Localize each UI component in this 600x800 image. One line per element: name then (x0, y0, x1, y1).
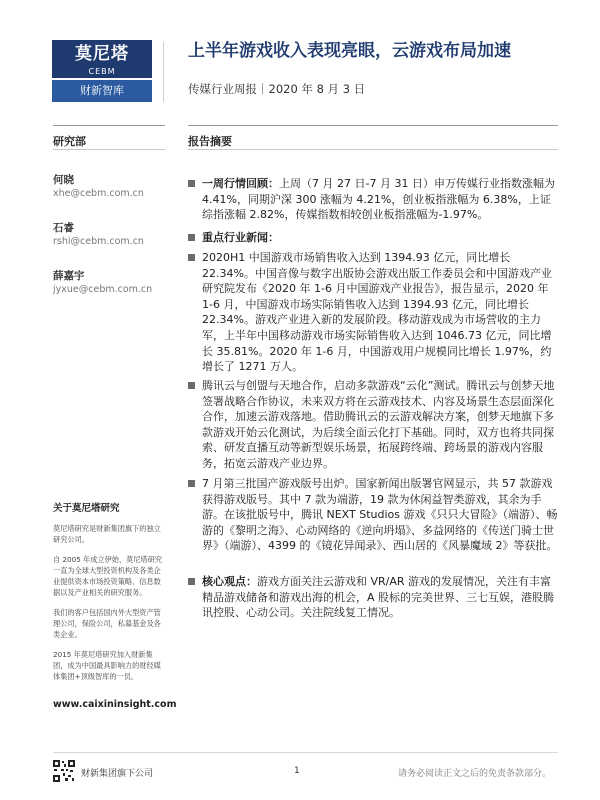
bullet-square-icon (188, 180, 195, 187)
bullet-text: 游戏方面关注云游戏和 VR/AR 游戏的发展情况，关注有丰富精品游戏储备和游戏出海的机会，A 股标的完美世界、三七互娱，港股腾讯控股、心动公司。关注院线复工情况。 (202, 575, 555, 620)
analyst-name: 石睿 (53, 222, 74, 234)
analyst-email[interactable]: xhe@cebm.com.cn (53, 188, 144, 199)
cebm-logo (52, 40, 152, 102)
bullet-text: 上周（7 月 27 日-7 月 31 日）申万传媒行业指数涨幅为 4.41%，同期沪深 300 涨幅为 4.21%，创业板指涨幅为 6.38%，上证综指涨幅 2.82%，传媒指数相较创业板指涨幅为-1.97%。 (202, 177, 555, 222)
logo-english-name: CEBM (88, 67, 116, 76)
research-dept-label: 研究部 (53, 135, 86, 148)
bullet-heading: 核心观点： (202, 575, 257, 588)
about-paragraph: 2015 年莫尼塔研究加入财新集团，成为中国最具影响力的财经媒体集团+顶级智库的一员。 (53, 650, 161, 681)
about-paragraph: 莫尼塔研究是财新集团旗下的独立研究公司。 (53, 524, 161, 544)
sidebar-label-rule (53, 149, 165, 150)
bullet-square-icon (188, 578, 195, 585)
bullet-square-icon (188, 234, 195, 241)
summary-bullet (188, 230, 558, 246)
summary-bullet (188, 476, 558, 554)
summary-bullet (188, 378, 558, 472)
about-paragraph: 自 2005 年成立伊始，莫尼塔研究一直为全球大型投资机构及各类企业提供资本市场投资策略、信息数据以及产业相关的研究服务。 (53, 555, 163, 597)
about-section (53, 500, 165, 691)
footer-rule (53, 752, 558, 753)
bullet-heading: 一周行情回顾： (202, 177, 279, 190)
bullet-text: 2020H1 中国游戏市场销售收入达到 1394.93 亿元，同比增长 22.34%。中国音像与数字出版协会游戏出版工作委员会和中国游戏产业研究院发布《2020 年 1-6 月中国游戏产业报告》，报告显示，2020 年 1-6 月，中国游戏市场实际销售收入达到 1394.93 亿元，同比增长 22.34%。游戏产业进入新的发展阶段。移动游戏成为市场营收的主力军，上半年中国移动游戏市场实际销售收入达到 1046.73 亿元，同比增长 35.81%。2020 年 1-6 月，中国游戏用户规模同比增长 1.97%，约增长了 1271 万人。 (202, 251, 552, 374)
about-paragraph: 我们的客户包括国内外大型资产管理公司，保险公司，私募基金及各类企业。 (53, 608, 161, 639)
analyst-name: 薛嘉宇 (53, 270, 85, 282)
page-number: 1 (294, 766, 300, 776)
bullet-square-icon (188, 254, 195, 261)
bullet-text: 腾讯云与创盟与天地合作，启动多款游戏“云化”测试。腾讯云与创梦天地签署战略合作协议，未来双方将在云游戏技术、内容及场景生态层面深化合作，加速云游戏落地。借助腾讯云的云游戏解决方案，创梦天地旗下多款游戏开始云化测试，为后续全面云化打下基础。同时，双方也将共同探索、研发直播互动等新型娱乐场景，拓展跨终端、跨场景的游戏内容服务，拓宽云游戏产业边界。 (202, 379, 555, 470)
analyst-name: 何晓 (53, 174, 74, 186)
report-subtitle: 传媒行业周报｜2020 年 8 月 3 日 (188, 82, 366, 96)
summary-bullet (188, 574, 558, 621)
analyst-email[interactable]: jyxue@cebm.com.cn (53, 284, 153, 295)
bullet-text: 7 月第三批国产游戏版号出炉。国家新闻出版署官网显示，共 57 款游戏获得游戏版号。其中 7 款为端游，19 款为休闲益智类游戏，其余为手游。在该批版号中，腾讯 NEXT Studios 游戏《只只大冒险》（端游）、畅游的《黎明之海》、心动网络的《逆向坍塌》、多益网络的《传送门骑士世界》（端游）、4399 的《镜花异闻录》、西山居的《风暴魔域 2》等获批。 (202, 477, 558, 553)
summary-label: 报告摘要 (188, 135, 232, 148)
logo-subtitle: 财新智库 (52, 80, 152, 102)
qr-code-icon (53, 760, 75, 782)
main-header-rule (188, 125, 558, 126)
bullet-heading: 重点行业新闻： (202, 231, 279, 244)
logo-chinese-name: 莫尼塔 (75, 44, 129, 64)
report-title: 上半年游戏收入表现亮眼，云游戏布局加速 (188, 41, 511, 61)
analyst-email[interactable]: rshi@cebm.com.cn (53, 236, 144, 247)
bullet-square-icon (188, 382, 195, 389)
website-link[interactable]: www.caixininsight.com (53, 699, 177, 710)
summary-bullet (188, 176, 558, 223)
sidebar-header-rule (53, 125, 165, 126)
about-title: 关于莫尼塔研究 (53, 503, 120, 514)
footer-disclaimer: 请务必阅读正文之后的免责条款部分。 (398, 769, 552, 779)
main-label-rule (188, 149, 558, 150)
footer-company: 财新集团旗下公司 (81, 769, 154, 779)
analyst (53, 269, 152, 296)
summary-bullet (188, 250, 558, 375)
analyst (53, 221, 144, 248)
bullet-square-icon (188, 480, 195, 487)
header-divider (163, 42, 164, 102)
analyst (53, 173, 144, 200)
